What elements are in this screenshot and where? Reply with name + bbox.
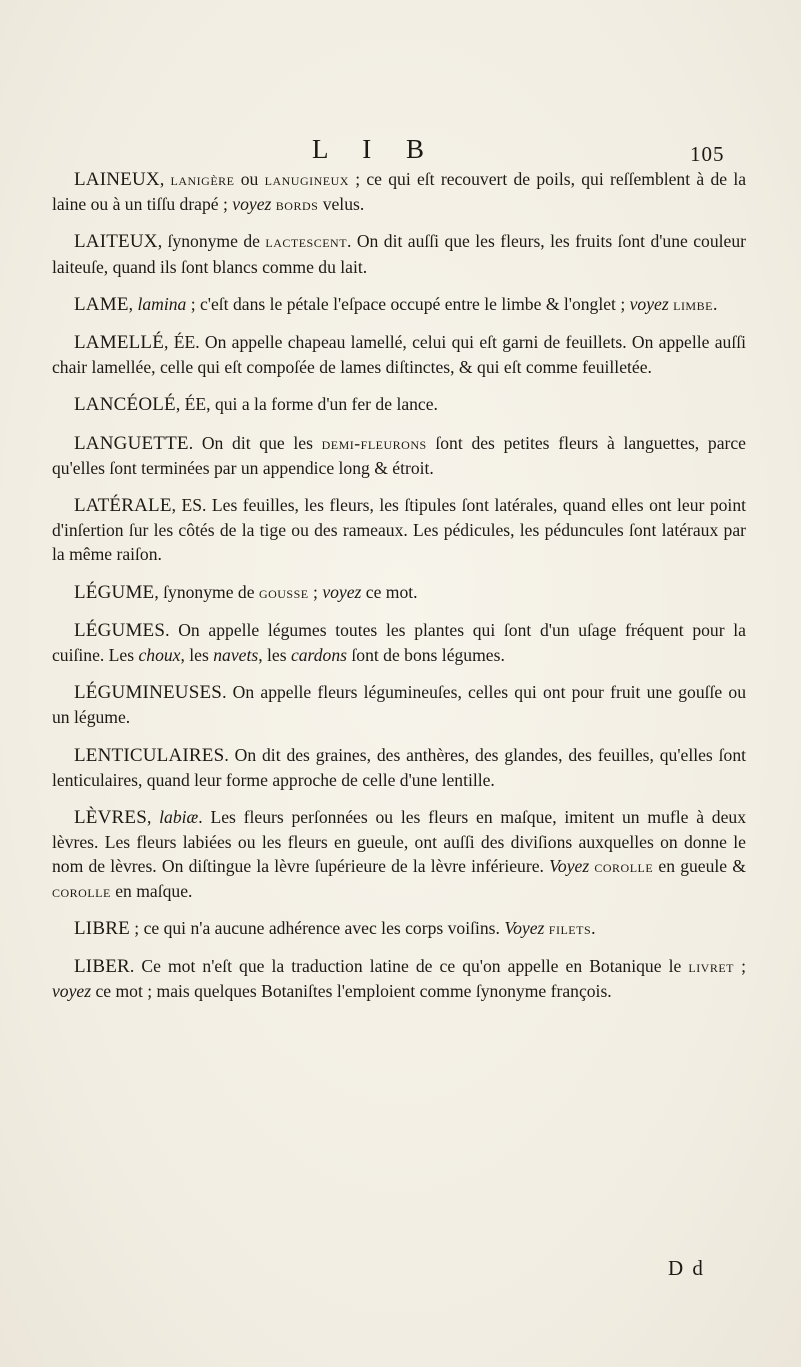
dictionary-entry — [52, 167, 746, 216]
entry-text: , ÉE, qui a la forme d'un fer de lance. — [175, 394, 438, 415]
cross-reference: bords — [275, 194, 319, 215]
entry-text: , ſynonyme de — [154, 581, 259, 602]
entry-term: LAINEUX — [74, 169, 160, 190]
entry-text: ; ce qui eſt recouvert de poils, qui reſſemblent à de la laine ou à un tiſſu drapé ; — [52, 169, 747, 215]
entry-text: , — [159, 169, 171, 189]
dictionary-entry — [52, 954, 746, 1003]
cross-reference: limbe — [673, 293, 713, 314]
entry-text: , les — [180, 645, 214, 666]
entry-term: LAITEUX — [74, 231, 158, 253]
running-head: L I B — [312, 134, 438, 164]
cross-reference: corolle — [594, 856, 654, 877]
entry-term: LAME — [74, 293, 129, 315]
entry-term: LANCÉOLÉ — [74, 394, 176, 416]
dictionary-entry — [52, 680, 746, 729]
entry-text: . On dit que les — [188, 432, 322, 453]
entry-text: en gueule & — [653, 856, 746, 877]
entry-text: ; — [308, 581, 323, 602]
entry-term: LÈVRES — [74, 807, 147, 829]
entry-text: en maſque. — [110, 880, 193, 901]
cross-reference: corolle — [52, 880, 111, 901]
italic-text: Voyez — [549, 856, 590, 877]
entry-text: ; c'eſt dans le pétale l'eſpace occupé entre le limbe & l'onglet ; — [186, 293, 630, 314]
cross-reference: livret — [688, 956, 735, 977]
entry-text: . On dit des graines, des anthères, des glandes, des feuilles, qu'elles ſont lenticulaires, quand leur forme approche de celle d'une lentille. — [52, 744, 746, 790]
entry-term: LATÉRALE — [74, 495, 172, 517]
entry-text: . Ce mot n'eſt que la traduction latine de ce qu'on appelle en Botanique le — [129, 956, 689, 977]
dictionary-entry — [52, 392, 746, 417]
entry-text: . Les fleurs perſonnées ou les fleurs en maſque, imitent un mufle à deux lèvres. Les fleurs labiées ou les fleurs en gueule, ont auſſi des diviſions auxquelles on donne le nom de lèvres. On diſtingue la lèvre ſupérieure de la lèvre inférieure. — [52, 807, 747, 877]
entry-text: . On appelle légumes toutes les plantes qui ſont d'un uſage fréquent pour la cuiſine. Les — [52, 619, 746, 666]
entry-term: LAMELLÉ — [74, 332, 165, 354]
entry-text: . — [591, 917, 596, 938]
dictionary-entry — [52, 805, 746, 903]
entry-term: LIBER — [74, 956, 130, 978]
dictionary-entries — [52, 167, 746, 1016]
dictionary-entry — [52, 493, 746, 567]
entry-text: ſont de bons légumes. — [347, 645, 505, 666]
italic-text: voyez — [52, 981, 92, 1002]
entry-term: LANGUETTE — [74, 432, 189, 454]
cross-reference: lanigère — [170, 169, 235, 189]
dictionary-entry — [52, 431, 746, 480]
entry-text: ou — [234, 169, 265, 189]
dictionary-entry — [52, 292, 746, 317]
italic-text: navets — [213, 645, 259, 666]
dictionary-entry — [52, 916, 746, 941]
entry-term: LIBRE — [74, 917, 130, 939]
dictionary-entry — [52, 229, 746, 278]
entry-text: ce mot. — [361, 581, 418, 602]
entry-text: , — [128, 293, 138, 314]
entry-text: , ſynonyme de — [157, 231, 266, 252]
italic-text: lamina — [137, 293, 187, 314]
entry-text: , les — [258, 645, 291, 666]
dictionary-entry — [52, 330, 746, 379]
dictionary-entry — [52, 743, 746, 792]
entry-text: ſont des petites fleurs à languettes, parce qu'elles ſont terminées par un appendice long & étroit. — [52, 432, 746, 478]
cross-reference: demi-fleurons — [321, 432, 427, 453]
signature-mark: D d — [668, 1256, 705, 1280]
italic-text: Voyez — [504, 917, 545, 938]
entry-text: ; ce qui n'a aucune adhérence avec les corps voiſins. — [129, 917, 505, 938]
entry-text: . — [712, 293, 718, 314]
italic-text: voyez — [629, 293, 669, 314]
italic-text: labiæ — [159, 807, 199, 828]
entry-text: ; — [734, 956, 746, 977]
entry-term: LÉGUMINEUSES — [74, 682, 223, 704]
italic-text: choux — [138, 645, 181, 666]
italic-text: voyez — [322, 581, 362, 602]
cross-reference: filets — [548, 917, 592, 938]
entry-text: . On dit auſſi que les fleurs, les fruits ſont d'une couleur laiteuſe, quand ils ſont blancs comme du lait. — [52, 231, 746, 277]
entry-text: ce mot ; mais quelques Botaniſtes l'emploient comme ſynonyme françois. — [91, 981, 612, 1002]
cross-reference: lactescent — [265, 231, 348, 252]
page-number: 105 — [690, 142, 725, 166]
cross-reference: lanugineux — [264, 169, 349, 189]
entry-text: , ES. Les feuilles, les fleurs, les ſtipules ſont latérales, quand elles ont leur point d'inſertion ſur les côtés de la tige ou des rameaux. Les pédicules, les péduncules ſont latéraux par la même raiſon. — [52, 495, 746, 565]
dictionary-entry — [52, 618, 746, 667]
entry-text: , ÉE. On appelle chapeau lamellé, celui qui eſt garni de feuillets. On appelle auſſi chair lamellée, celle qui eſt compoſée de lames diſtinctes, & qui eſt comme feuilletée. — [52, 332, 746, 378]
entry-term: LENTICULAIRES — [74, 744, 225, 766]
entry-text: . On appelle fleurs légumineuſes, celles qui ont pour fruit une gouſſe ou un légume. — [52, 682, 746, 728]
entry-text: , — [146, 807, 160, 828]
entry-term: LÉGUMES — [74, 619, 166, 641]
italic-text: cardons — [290, 645, 347, 666]
italic-text: voyez — [232, 194, 272, 215]
dictionary-entry — [52, 580, 746, 605]
entry-text: velus. — [318, 194, 365, 215]
entry-term: LÉGUME — [74, 581, 155, 603]
cross-reference: gousse — [258, 581, 309, 602]
